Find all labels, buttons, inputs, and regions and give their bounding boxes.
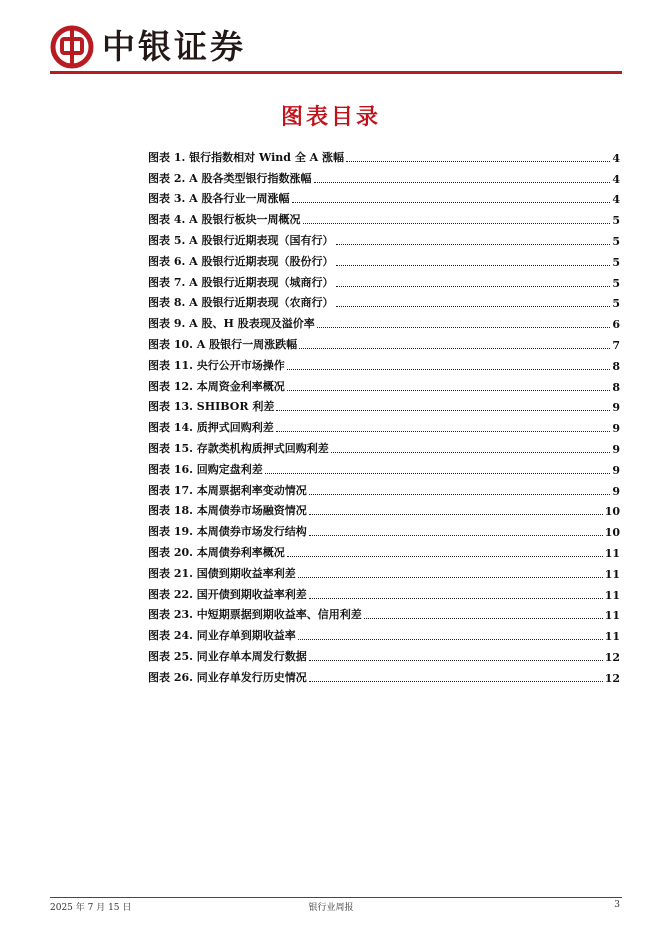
toc-entry-label: 图表 14. 质押式回购利差: [148, 421, 274, 435]
toc-entry-label: 图表 2. A 股各类型银行指数涨幅: [148, 171, 312, 185]
toc-entry-label: 图表 13. SHIBOR 利差: [148, 400, 275, 414]
toc-dot-leader: [265, 473, 611, 474]
toc-entry-label: 图表 5. A 股银行近期表现（国有行）: [148, 233, 334, 247]
toc-dot-leader: [309, 681, 603, 682]
toc-entry-page: 9: [612, 463, 620, 477]
report-type: 银行业周报: [308, 903, 354, 913]
toc-dot-leader: [287, 556, 603, 557]
toc-entry-label: 图表 16. 回购定盘利差: [148, 462, 263, 476]
toc-entry-page: 5: [612, 276, 620, 290]
toc-entry[interactable]: [148, 602, 620, 623]
toc-dot-leader: [336, 265, 611, 266]
toc-entry-label: 图表 18. 本周债券市场融资情况: [148, 504, 307, 518]
toc-entry-label: 图表 15. 存款类机构质押式回购利差: [148, 441, 329, 455]
toc-entry-page: 12: [604, 650, 620, 664]
toc-entry[interactable]: [148, 435, 620, 456]
toc-entry-page: 5: [612, 297, 620, 311]
toc-entry-page: 10: [604, 526, 620, 540]
toc-entry-page: 8: [612, 380, 620, 394]
toc-entry-label: 图表 23. 中短期票据到期收益率、信用利差: [148, 608, 362, 622]
toc-dot-leader: [276, 410, 610, 411]
toc-dot-leader: [292, 202, 611, 203]
toc-dot-leader: [331, 452, 611, 453]
toc-dot-leader: [303, 223, 611, 224]
toc-dot-leader: [309, 598, 603, 599]
toc-entry-label: 图表 8. A 股银行近期表现（农商行）: [148, 296, 334, 310]
toc-entry-label: 图表 21. 国债到期收益率利差: [148, 566, 296, 580]
toc-dot-leader: [346, 161, 610, 162]
page-number: 3: [614, 900, 620, 910]
toc-entry[interactable]: [148, 456, 620, 477]
toc-entry-label: 图表 26. 同业存单发行历史情况: [148, 670, 307, 684]
toc-dot-leader: [298, 639, 603, 640]
toc-entry-page: 9: [612, 442, 620, 456]
toc-dot-leader: [309, 514, 603, 515]
toc-dot-leader: [309, 660, 603, 661]
toc-entry-label: 图表 10. A 股银行一周涨跌幅: [148, 337, 298, 351]
toc-entry-label: 图表 4. A 股银行板块一周概况: [148, 213, 301, 227]
toc-entry[interactable]: [148, 373, 620, 394]
toc-entry-label: 图表 24. 同业存单到期收益率: [148, 629, 296, 643]
toc-entry-page: 4: [612, 193, 620, 207]
toc-entry[interactable]: [148, 622, 620, 643]
toc-entry[interactable]: [148, 186, 620, 207]
toc-entry-label: 图表 19. 本周债券市场发行结构: [148, 525, 307, 539]
toc-dot-leader: [364, 618, 603, 619]
toc-entry[interactable]: [148, 560, 620, 581]
toc-dot-leader: [336, 244, 611, 245]
toc-entry[interactable]: [148, 269, 620, 290]
toc-dot-leader: [298, 577, 603, 578]
brand-name: 中银证券: [102, 27, 246, 66]
toc-dot-leader: [276, 431, 611, 432]
toc-dot-leader: [287, 390, 611, 391]
footer-divider: [50, 897, 622, 898]
toc-dot-leader: [317, 327, 611, 328]
toc-entry[interactable]: [148, 165, 620, 186]
report-date: 2025 年 7 月 15 日: [50, 903, 132, 913]
toc-entry-page: 9: [612, 401, 620, 415]
toc-entry-page: 7: [612, 338, 620, 352]
toc-entry[interactable]: [148, 290, 620, 311]
toc-dot-leader: [314, 182, 611, 183]
toc-entry-page: 12: [604, 671, 620, 685]
toc-dot-leader: [299, 348, 610, 349]
company-logo: [50, 24, 246, 70]
toc-entry-label: 图表 25. 同业存单本周发行数据: [148, 649, 307, 663]
toc-entry-page: 9: [612, 484, 620, 498]
toc-entry-page: 5: [612, 214, 620, 228]
toc-entry-page: 5: [612, 255, 620, 269]
toc-entry-page: 4: [612, 151, 620, 165]
toc-entry-label: 图表 20. 本周债券利率概况: [148, 545, 285, 559]
toc-entry-page: 11: [604, 630, 620, 644]
toc-entry[interactable]: [148, 331, 620, 352]
toc-dot-leader: [309, 494, 611, 495]
toc-entry-page: 9: [612, 422, 620, 436]
toc-entry[interactable]: [148, 518, 620, 539]
toc-entry[interactable]: [148, 498, 620, 519]
toc-entry-label: 图表 12. 本周资金利率概况: [148, 379, 285, 393]
toc-entry[interactable]: [148, 227, 620, 248]
toc-entry-label: 图表 3. A 股各行业一周涨幅: [148, 192, 290, 206]
toc-entry[interactable]: [148, 539, 620, 560]
toc-entry-page: 8: [612, 359, 620, 373]
toc-entry[interactable]: [148, 248, 620, 269]
toc-entry[interactable]: [148, 664, 620, 685]
toc-dot-leader: [309, 535, 603, 536]
toc-entry[interactable]: [148, 206, 620, 227]
toc-entry-label: 图表 6. A 股银行近期表现（股份行）: [148, 254, 334, 268]
toc-dot-leader: [336, 286, 611, 287]
toc-entry[interactable]: [148, 414, 620, 435]
toc-entry[interactable]: [148, 581, 620, 602]
toc-entry-label: 图表 11. 央行公开市场操作: [148, 358, 285, 372]
toc-entry-page: 6: [612, 318, 620, 332]
toc-dot-leader: [336, 306, 611, 307]
toc-entry-label: 图表 9. A 股、H 股表现及溢价率: [148, 317, 315, 331]
toc-entry[interactable]: [148, 310, 620, 331]
toc-entry[interactable]: [148, 643, 620, 664]
toc-entry-page: 11: [604, 609, 620, 623]
toc-entry[interactable]: [148, 477, 620, 498]
toc-entry[interactable]: [148, 352, 620, 373]
toc-entry-label: 图表 17. 本周票据利率变动情况: [148, 483, 307, 497]
toc-entry-page: 11: [604, 546, 620, 560]
toc-entry-page: 4: [612, 172, 620, 186]
toc-title: 图表目录: [280, 104, 381, 130]
toc-entry[interactable]: [148, 394, 620, 415]
toc-entry-label: 图表 7. A 股银行近期表现（城商行）: [148, 275, 334, 289]
table-of-figures: [148, 144, 620, 685]
toc-entry-label: 图表 1. 银行指数相对 Wind 全 A 涨幅: [148, 150, 345, 164]
toc-entry-page: 10: [604, 505, 620, 519]
toc-entry-page: 11: [604, 588, 620, 602]
bank-of-china-logo-icon: [50, 25, 94, 69]
toc-entry[interactable]: [148, 144, 620, 165]
toc-entry-label: 图表 22. 国开债到期收益率利差: [148, 587, 307, 601]
header-divider: [50, 71, 622, 74]
toc-entry-page: 11: [604, 567, 620, 581]
toc-dot-leader: [287, 369, 611, 370]
toc-entry-page: 5: [612, 234, 620, 248]
